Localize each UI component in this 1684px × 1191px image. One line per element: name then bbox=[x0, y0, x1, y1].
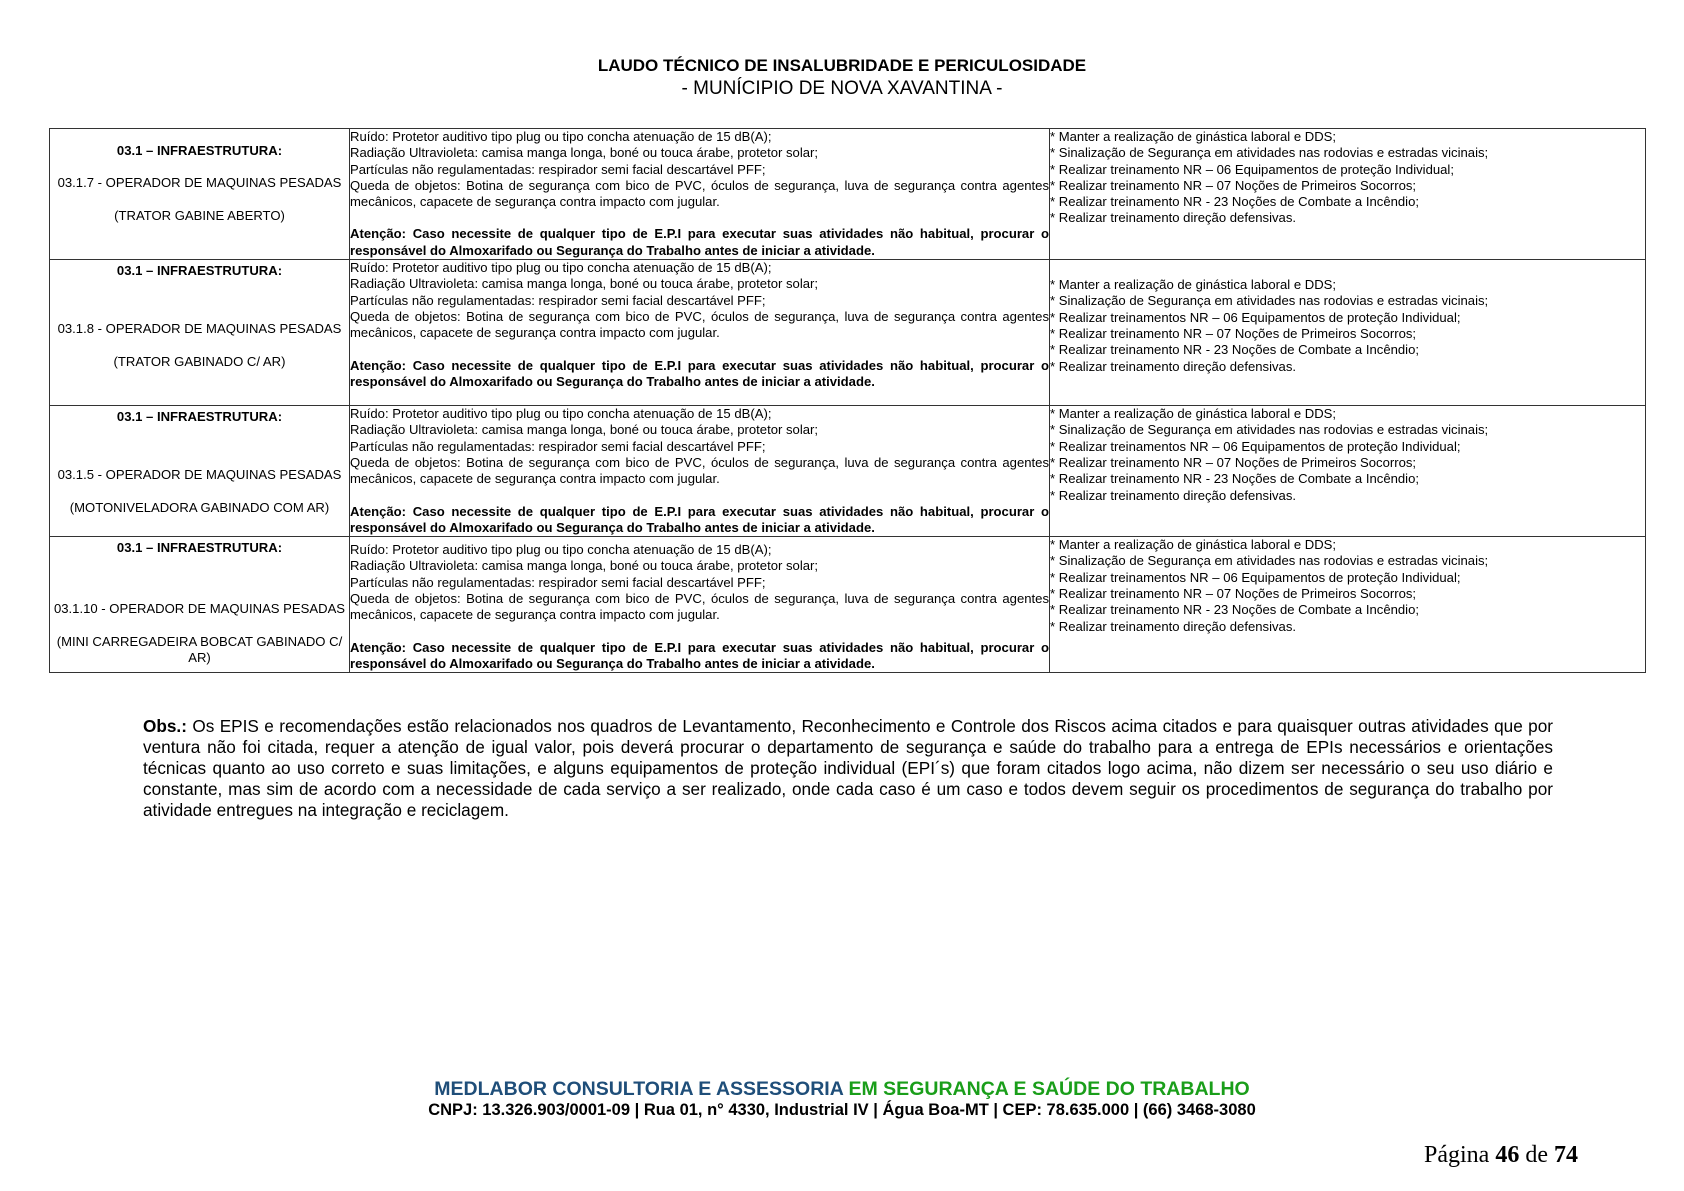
equipment-label: (TRATOR GABINADO C/ AR) bbox=[113, 353, 286, 369]
table-row bbox=[50, 537, 1646, 673]
page-mid: de bbox=[1519, 1142, 1554, 1168]
role-label: 03.1.5 - OPERADOR DE MAQUINAS PESADAS bbox=[57, 467, 342, 483]
document-subtitle: - MUNÍCIPIO DE NOVA XAVANTINA - bbox=[681, 78, 1003, 99]
recommendation-item: * Realizar treinamento direção defensivas. bbox=[1050, 358, 1297, 374]
recommendation-item: * Realizar treinamento direção defensivas. bbox=[1050, 487, 1297, 503]
section-label: 03.1 – INFRAESTRUTURA: bbox=[116, 143, 283, 158]
recommendation-item: * Sinalização de Segurança em atividades nas rodovias e estradas vicinais; bbox=[1050, 422, 1489, 438]
function-cell bbox=[50, 537, 350, 673]
recommendation-item: * Realizar treinamento NR - 23 Noções de Combate a Incêndio; bbox=[1050, 194, 1419, 210]
footer-company bbox=[0, 1078, 1684, 1101]
footer-address: CNPJ: 13.326.903/0001-09 | Rua 01, n° 4330, Industrial IV | Água Boa-MT | CEP: 78.635.000 | (66) 3468-3080 bbox=[428, 1101, 1256, 1119]
recommendations-cell bbox=[1050, 260, 1646, 406]
section-label: 03.1 – INFRAESTRUTURA: bbox=[116, 540, 283, 556]
recommendation-item: * Sinalização de Segurança em atividades nas rodovias e estradas vicinais; bbox=[1050, 553, 1489, 569]
risk-table bbox=[49, 128, 1646, 673]
recommendation-item: * Realizar treinamentos NR – 06 Equipamentos de proteção Individual; bbox=[1050, 569, 1461, 585]
section-label: 03.1 – INFRAESTRUTURA: bbox=[116, 263, 283, 279]
epi-attention-note: Atenção: Caso necessite de qualquer tipo de E.P.I para executar suas atividades não habitual, procurar o responsável do Almoxarifado ou Segurança do Trabalho antes de iniciar a atividade. bbox=[350, 226, 1049, 258]
function-cell bbox=[50, 406, 350, 537]
epi-cell bbox=[350, 260, 1050, 406]
epi-falling-objects: Queda de objetos: Botina de segurança com bico de PVC, óculos de segurança, luva de segurança contra agentes mecânicos, capacete de segurança contra impacto com jugular. bbox=[350, 177, 1049, 210]
recommendation-item: * Realizar treinamento NR – 07 Noções de Primeiros Socorros; bbox=[1050, 454, 1417, 470]
epi-particles: Partículas não regulamentadas: respirador semi facial descartável PFF; bbox=[350, 438, 766, 454]
epi-uv: Radiação Ultravioleta: camisa manga longa, boné ou touca árabe, protetor solar; bbox=[350, 558, 819, 574]
table-row bbox=[50, 406, 1646, 537]
observation-text: Os EPIS e recomendações estão relacionados nos quadros de Levantamento, Reconhecimento e Controle dos Riscos acima citados e para quaisquer outras atividades que por ventura não foi citada, requer a atenção de igual valor, pois deverá procurar o departamento de segurança e saúde do trabalho para a entrega de EPIs necessários e orientações técnicas quanto ao uso correto e suas limitações, e alguns equipamentos de proteção individual (EPI´s) que foram citados logo acima, não dizem ser necessário o seu uso diário e constante, mas sim de acordo com a necessidade de cada serviço a ser realizado, onde cada caso é um caso e todos devem seguir os procedimentos de segurança do trabalho por atividade entregues na integração e reciclagem. bbox=[143, 716, 1553, 820]
epi-attention-note: Atenção: Caso necessite de qualquer tipo de E.P.I para executar suas atividades não habitual, procurar o responsável do Almoxarifado ou Segurança do Trabalho antes de iniciar a atividade. bbox=[350, 639, 1049, 671]
recommendation-item: * Realizar treinamentos NR – 06 Equipamentos de proteção Individual; bbox=[1050, 438, 1461, 454]
epi-attention-note: Atenção: Caso necessite de qualquer tipo de E.P.I para executar suas atividades não habitual, procurar o responsável do Almoxarifado ou Segurança do Trabalho antes de iniciar a atividade. bbox=[350, 357, 1049, 389]
page-total: 74 bbox=[1554, 1142, 1578, 1168]
recommendation-item: * Manter a realização de ginástica laboral e DDS; bbox=[1050, 406, 1337, 422]
recommendation-item: * Manter a realização de ginástica laboral e DDS; bbox=[1050, 129, 1337, 144]
epi-noise: Ruído: Protetor auditivo tipo plug ou tipo concha atenuação de 15 dB(A); bbox=[350, 406, 772, 422]
equipment-label: (TRATOR GABINE ABERTO) bbox=[114, 207, 285, 223]
epi-uv: Radiação Ultravioleta: camisa manga longa, boné ou touca árabe, protetor solar; bbox=[350, 422, 819, 438]
recommendations-cell bbox=[1050, 537, 1646, 673]
epi-attention-note: Atenção: Caso necessite de qualquer tipo de E.P.I para executar suas atividades não habitual, procurar o responsável do Almoxarifado ou Segurança do Trabalho antes de iniciar a atividade. bbox=[350, 503, 1049, 535]
recommendations-cell bbox=[1050, 129, 1646, 260]
role-label: 03.1.8 - OPERADOR DE MAQUINAS PESADAS bbox=[57, 321, 342, 337]
epi-cell bbox=[350, 537, 1050, 673]
section-label: 03.1 – INFRAESTRUTURA: bbox=[116, 409, 283, 425]
recommendation-item: * Realizar treinamento NR - 23 Noções de Combate a Incêndio; bbox=[1050, 342, 1419, 358]
observation-label: Obs.: bbox=[143, 716, 187, 736]
recommendation-item: * Realizar treinamentos NR – 06 Equipamentos de proteção Individual; bbox=[1050, 309, 1461, 325]
epi-particles: Partículas não regulamentadas: respirador semi facial descartável PFF; bbox=[350, 292, 766, 308]
footer-company-name: MEDLABOR CONSULTORIA E ASSESSORIA bbox=[434, 1078, 844, 1100]
recommendation-item: * Realizar treinamento NR – 07 Noções de Primeiros Socorros; bbox=[1050, 325, 1417, 341]
epi-cell bbox=[350, 406, 1050, 537]
page-number bbox=[1424, 1142, 1578, 1169]
recommendation-item: * Realizar treinamento NR - 23 Noções de Combate a Incêndio; bbox=[1050, 471, 1419, 487]
recommendation-item: * Sinalização de Segurança em atividades nas rodovias e estradas vicinais; bbox=[1050, 293, 1489, 309]
epi-noise: Ruído: Protetor auditivo tipo plug ou tipo concha atenuação de 15 dB(A); bbox=[350, 129, 772, 144]
recommendation-item: * Realizar treinamento NR – 06 Equipamentos de proteção Individual; bbox=[1050, 161, 1454, 177]
equipment-label: (MINI CARREGADEIRA BOBCAT GABINADO C/ AR) bbox=[56, 633, 343, 666]
footer-company-tagline: EM SEGURANÇA E SAÚDE DO TRABALHO bbox=[843, 1078, 1250, 1100]
epi-noise: Ruído: Protetor auditivo tipo plug ou tipo concha atenuação de 15 dB(A); bbox=[350, 542, 772, 558]
recommendation-item: * Realizar treinamento NR – 07 Noções de Primeiros Socorros; bbox=[1050, 177, 1417, 193]
document-title: LAUDO TÉCNICO DE INSALUBRIDADE E PERICULOSIDADE bbox=[597, 56, 1087, 75]
epi-falling-objects: Queda de objetos: Botina de segurança com bico de PVC, óculos de segurança, luva de segurança contra agentes mecânicos, capacete de segurança contra impacto com jugular. bbox=[350, 454, 1049, 487]
epi-particles: Partículas não regulamentadas: respirador semi facial descartável PFF; bbox=[350, 574, 766, 590]
observation-paragraph bbox=[143, 716, 1553, 821]
recommendation-item: * Sinalização de Segurança em atividades nas rodovias e estradas vicinais; bbox=[1050, 145, 1489, 161]
epi-uv: Radiação Ultravioleta: camisa manga longa, boné ou touca árabe, protetor solar; bbox=[350, 145, 819, 161]
role-label: 03.1.10 - OPERADOR DE MAQUINAS PESADAS bbox=[53, 601, 346, 617]
table-row bbox=[50, 129, 1646, 260]
recommendation-item: * Manter a realização de ginástica laboral e DDS; bbox=[1050, 537, 1337, 553]
epi-uv: Radiação Ultravioleta: camisa manga longa, boné ou touca árabe, protetor solar; bbox=[350, 276, 819, 292]
epi-noise: Ruído: Protetor auditivo tipo plug ou tipo concha atenuação de 15 dB(A); bbox=[350, 260, 772, 276]
equipment-label: (MOTONIVELADORA GABINADO COM AR) bbox=[69, 499, 330, 515]
epi-particles: Partículas não regulamentadas: respirador semi facial descartável PFF; bbox=[350, 161, 766, 177]
epi-falling-objects: Queda de objetos: Botina de segurança com bico de PVC, óculos de segurança, luva de segurança contra agentes mecânicos, capacete de segurança contra impacto com jugular. bbox=[350, 308, 1049, 341]
table-row bbox=[50, 260, 1646, 406]
page-prefix: Página bbox=[1424, 1142, 1496, 1168]
recommendations-cell bbox=[1050, 406, 1646, 537]
function-cell bbox=[50, 129, 350, 260]
page-current: 46 bbox=[1495, 1142, 1520, 1168]
epi-cell bbox=[350, 129, 1050, 260]
function-cell bbox=[50, 260, 350, 406]
recommendation-item: * Realizar treinamento direção defensivas. bbox=[1050, 618, 1297, 634]
recommendation-item: * Realizar treinamento NR – 07 Noções de Primeiros Socorros; bbox=[1050, 586, 1417, 602]
recommendation-item: * Manter a realização de ginástica laboral e DDS; bbox=[1050, 277, 1337, 293]
recommendation-item: * Realizar treinamento direção defensivas. bbox=[1050, 210, 1297, 226]
epi-falling-objects: Queda de objetos: Botina de segurança com bico de PVC, óculos de segurança, luva de segurança contra agentes mecânicos, capacete de segurança contra impacto com jugular. bbox=[350, 591, 1049, 623]
role-label: 03.1.7 - OPERADOR DE MAQUINAS PESADAS bbox=[57, 175, 342, 191]
recommendation-item: * Realizar treinamento NR - 23 Noções de Combate a Incêndio; bbox=[1050, 602, 1419, 618]
